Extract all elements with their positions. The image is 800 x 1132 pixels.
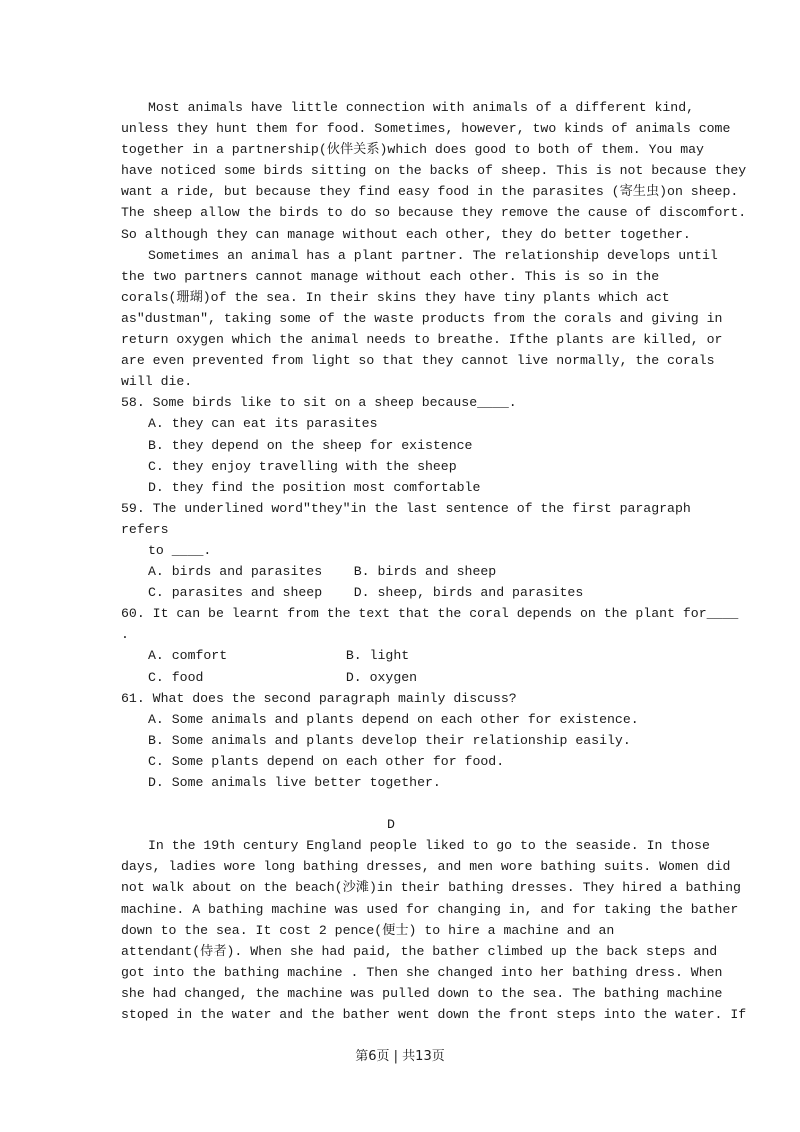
passage-c-p1-line-4: have noticed some birds sitting on the backs of sheep. This is not because they xyxy=(121,163,747,179)
question-58-stem: 58. Some birds like to sit on a sheep because____. xyxy=(121,395,517,411)
passage-c-p2-line-3: corals(珊瑚)of the sea. In their skins they have tiny plants which act xyxy=(121,289,670,305)
passage-d-line-5: down to the sea. It cost 2 pence(便士) to hire a machine and an xyxy=(121,922,615,938)
passage-c-p1-line-6: The sheep allow the birds to do so because they remove the cause of discomfort. xyxy=(121,205,747,221)
section-title-d: D xyxy=(387,817,395,833)
passage-d-line-1: In the 19th century England people liked to go to the seaside. In those xyxy=(148,838,710,854)
question-61-option-c: C. Some plants depend on each other for food. xyxy=(148,753,505,769)
question-59-options-row-2: C. parasites and sheep D. sheep, birds and parasites xyxy=(148,585,584,601)
passage-d-line-7: got into the bathing machine . Then she changed into her bathing dress. When xyxy=(121,964,723,980)
passage-c-p1-line-7: So although they can manage without each other, they do better together. xyxy=(121,226,691,242)
passage-d-line-2: days, ladies wore long bathing dresses, and men wore bathing suits. Women did xyxy=(121,859,731,875)
question-58-option-c: C. they enjoy travelling with the sheep xyxy=(148,458,457,474)
question-60-stem-line-1: 60. It can be learnt from the text that the coral depends on the plant for____ xyxy=(121,606,739,622)
passage-d-line-6: attendant(侍者). When she had paid, the bather climbed up the back steps and xyxy=(121,943,718,959)
passage-c-p2-line-5: return oxygen which the animal needs to breathe. Ifthe plants are killed, or xyxy=(121,332,723,348)
document-body xyxy=(121,97,747,1025)
question-61-option-a: A. Some animals and plants depend on each other for existence. xyxy=(148,711,639,727)
question-61-stem: 61. What does the second paragraph mainly discuss? xyxy=(121,690,517,706)
passage-d-line-8: she had changed, the machine was pulled down to the sea. The bathing machine xyxy=(121,985,723,1001)
spacer xyxy=(121,793,691,814)
question-61-option-b: B. Some animals and plants develop their relationship easily. xyxy=(148,732,631,748)
passage-c-p2-line-4: as"dustman", taking some of the waste products from the corals and giving in xyxy=(121,310,723,326)
question-58-option-a: A. they can eat its parasites xyxy=(148,416,378,432)
passage-c-p1-line-5: want a ride, but because they find easy food in the parasites (寄生虫)on sheep. xyxy=(121,184,739,200)
passage-d-line-9: stoped in the water and the bather went down the front steps into the water. If xyxy=(121,1007,747,1023)
question-58-option-d: D. they find the position most comfortable xyxy=(148,479,481,495)
question-60-options-row-2: C. food D. oxygen xyxy=(148,669,418,685)
passage-c-p2-line-7: will die. xyxy=(121,374,193,390)
passage-c-p2-line-6: are even prevented from light so that they cannot live normally, the corals xyxy=(121,353,715,369)
passage-c-p1-line-3: together in a partnership(伙伴关系)which does good to both of them. You may xyxy=(121,142,704,158)
question-59-stem-line-3: to ____. xyxy=(148,542,212,558)
passage-c-p2-line-2: the two partners cannot manage without each other. This is so in the xyxy=(121,268,660,284)
question-60-stem-line-2: . xyxy=(121,627,129,643)
passage-c-p1-line-1: Most animals have little connection with animals of a different kind, xyxy=(148,100,695,115)
passage-c-p1-line-2: unless they hunt them for food. Sometimes, however, two kinds of animals come xyxy=(121,121,731,137)
question-61-option-d: D. Some animals live better together. xyxy=(148,775,441,790)
question-59-stem-line-2: refers xyxy=(121,521,169,537)
page-footer: 第6页 | 共13页 xyxy=(355,1049,445,1064)
passage-d-line-3: not walk about on the beach(沙滩)in their bathing dresses. They hired a bathing xyxy=(121,880,741,896)
question-59-stem-line-1: 59. The underlined word"they"in the last sentence of the first paragraph xyxy=(121,500,691,516)
passage-d-line-4: machine. A bathing machine was used for changing in, and for taking the bather xyxy=(121,901,739,917)
passage-c-p2-line-1: Sometimes an animal has a plant partner. The relationship develops until xyxy=(148,247,718,263)
question-58-option-b: B. they depend on the sheep for existence xyxy=(148,437,473,453)
question-59-options-row-1: A. birds and parasites B. birds and sheep xyxy=(148,564,497,580)
question-60-options-row-1: A. comfort B. light xyxy=(148,648,410,664)
